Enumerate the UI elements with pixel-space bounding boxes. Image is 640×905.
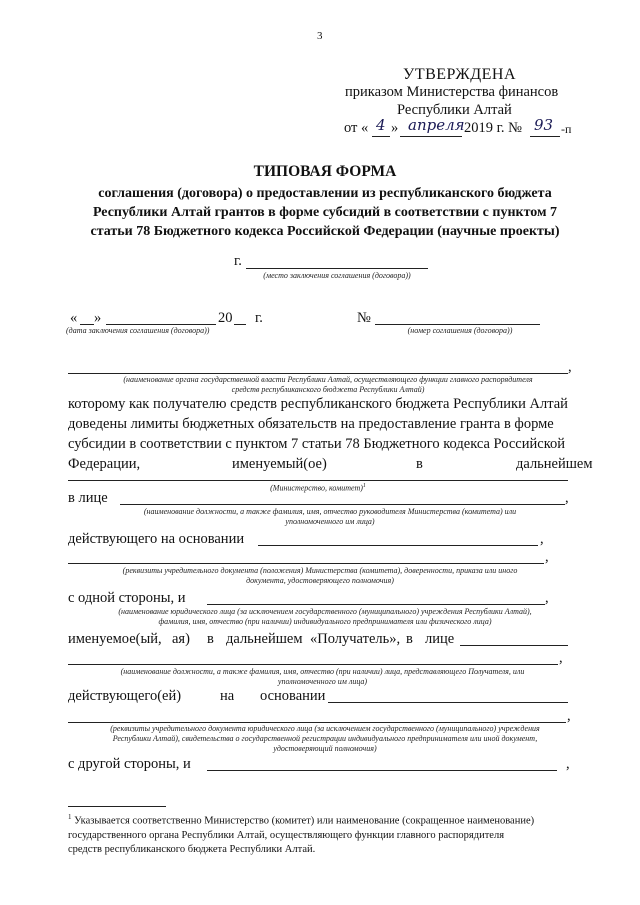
named-field-2[interactable] — [68, 664, 558, 665]
approval-month: апреля — [408, 116, 465, 134]
named-w6: в — [406, 631, 413, 647]
p1-word3: в — [416, 456, 423, 472]
approval-suffix: -п — [561, 122, 572, 136]
other-side-field[interactable] — [207, 770, 557, 771]
p1-word1: Федерации, — [68, 456, 141, 472]
footnote-divider — [68, 806, 166, 807]
named-w1: именуемое(ый, — [68, 631, 162, 647]
heading-sub1: соглашения (договора) о предоставлении из республиканского бюджета — [98, 186, 552, 201]
ministry-caption: (Министерство, комитет)$^1$ — [270, 483, 366, 493]
approval-date-mid: » — [391, 120, 399, 136]
acting-caption-2: документа, удостоверяющего полномочия) — [246, 576, 394, 585]
footnote-line3: средств республиканского бюджета Республики Алтай. — [68, 843, 316, 855]
acting-comma: , — [540, 531, 544, 547]
one-side-label: с одной стороны, и — [68, 590, 186, 606]
named-comma: , — [559, 650, 563, 666]
one-side-field[interactable] — [207, 604, 545, 605]
acting2-field[interactable] — [328, 702, 568, 703]
acting2-w2: на — [220, 688, 235, 704]
named-w5: «Получатель», — [310, 631, 401, 647]
acting2-caption-3: удостоверяющий полномочия) — [273, 744, 377, 753]
named-caption-1: (наименование должности, а также фамилия, имя, отчество (при наличии) лица, представляющего Получателя, или — [120, 667, 525, 676]
place-field[interactable] — [246, 268, 428, 269]
other-side-label: с другой стороны, и — [68, 756, 191, 772]
acting-comma-2: , — [545, 549, 549, 565]
ministry-footnote-mark: 1 — [362, 483, 366, 489]
in-person-caption-2: уполномоченного им лица) — [285, 517, 375, 526]
footnote — [68, 810, 574, 857]
in-person-label: в лице — [68, 490, 108, 506]
acting2-w3: основании — [260, 688, 326, 704]
heading-sub2: Республики Алтай грантов в форме субсидий в соответствии с пунктом 7 — [92, 205, 558, 220]
heading-sub3: статьи 78 Бюджетного кодекса Российской Федерации (научные проекты) — [90, 224, 560, 239]
acting-label: действующего на основании — [68, 531, 245, 547]
named-w3: в — [207, 631, 214, 647]
one-side-comma: , — [545, 590, 549, 606]
date-open-quote: « — [70, 310, 78, 326]
acting-caption-1: (реквизиты учредительного документа (положения) Министерства (комитета), доверенности, приказа или иного — [122, 566, 518, 575]
named-w4: дальнейшем — [226, 631, 303, 647]
in-person-comma: , — [565, 490, 569, 506]
named-w2: ая) — [172, 631, 190, 647]
date-year-suffix: г. — [255, 310, 263, 326]
approval-title: УТВЕРЖДЕНА — [403, 66, 517, 83]
named-field[interactable] — [460, 645, 568, 646]
acting-field[interactable] — [258, 545, 538, 546]
acting2-caption-1: (реквизиты учредительного документа юридического лица (за исключением государственного (муниципального) учреждения — [110, 724, 540, 733]
p1-word4: дальнейшем — [516, 456, 593, 472]
p1-line1: которому как получателю средств республиканского бюджета Республики Алтай — [68, 396, 568, 412]
other-side-comma: , — [566, 756, 570, 772]
place-caption: (место заключения соглашения (договора)) — [263, 271, 411, 280]
p1-word2: именуемый(ое) — [232, 456, 327, 472]
place-label: г. — [234, 253, 242, 269]
acting2-w1: действующего(ей) — [68, 688, 182, 704]
number-caption: (номер соглашения (договора)) — [407, 326, 513, 335]
footnote-line2: государственного органа Республики Алтай, осуществляющего функции главного распорядителя — [68, 829, 505, 841]
p1-line3: субсидии в соответствии с пунктом 7 статьи 78 Бюджетного кодекса Российской — [68, 436, 566, 452]
approval-line1: приказом Министерства финансов — [345, 84, 559, 100]
in-person-caption-1: (наименование должности, а также фамилия, имя, отчество руководителя Министерства (комитета) или — [143, 507, 517, 516]
acting2-caption-2: Республики Алтай), свидетельства о государственной регистрации индивидуального предпринимателя или иной документ, — [112, 734, 538, 743]
approval-number: 93 — [534, 116, 554, 134]
authority-caption-2: средств республиканского бюджета Республики Алтай) — [231, 385, 425, 394]
footnote-mark: 1 — [68, 813, 72, 821]
named-w7: лице — [425, 631, 455, 647]
p1-line2: доведены лимиты бюджетных обязательств на предоставление гранта в форме — [68, 416, 554, 432]
approval-year: 2019 г. № — [464, 120, 523, 136]
named-caption-2: уполномоченного им лица) — [277, 677, 368, 686]
page-number: 3 — [317, 30, 323, 42]
date-close-quote: » — [94, 310, 102, 326]
date-caption: (дата заключения соглашения (договора)) — [66, 326, 210, 335]
approval-date-prefix: от « — [344, 120, 369, 136]
one-side-caption-2: фамилия, имя, отчество (при наличии) индивидуального предпринимателя или физического лица) — [158, 617, 492, 626]
authority-caption-1: (наименование органа государственной власти Республики Алтай, осуществляющего функции главного распорядителя — [123, 375, 533, 384]
form-heading — [60, 162, 590, 241]
footnote-line1: $^1$ Указывается соответственно Министерство (комитет) или наименование (сокращенное наименование) — [68, 813, 535, 827]
in-person-field[interactable] — [120, 504, 565, 505]
approval-line2: Республики Алтай — [397, 102, 512, 118]
acting-field-2[interactable] — [68, 563, 544, 564]
authority-comma: , — [568, 359, 572, 375]
heading-title: ТИПОВАЯ ФОРМА — [253, 163, 397, 180]
one-side-caption-1: (наименование юридического лица (за исключением государственного (муниципального) учреждения Республики Алтай), — [118, 607, 532, 616]
date-year-prefix: 20 — [218, 310, 233, 326]
number-label: № — [357, 310, 371, 326]
acting2-comma: , — [567, 708, 571, 724]
approval-day: 4 — [376, 116, 386, 134]
